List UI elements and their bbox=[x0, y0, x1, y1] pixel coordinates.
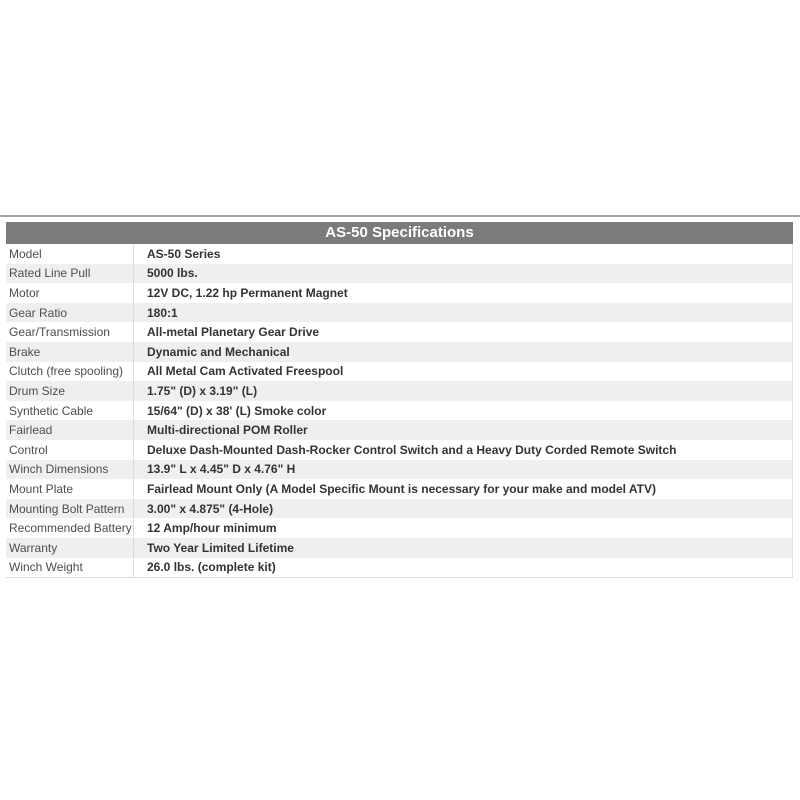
spec-value: Deluxe Dash-Mounted Dash-Rocker Control Switch and a Heavy Duty Corded Remote Switch bbox=[147, 442, 677, 457]
table-row bbox=[6, 538, 792, 558]
spec-label: Drum Size bbox=[6, 381, 134, 401]
specifications-table bbox=[6, 222, 793, 578]
spec-label: Warranty bbox=[6, 538, 134, 558]
table-row bbox=[6, 362, 792, 382]
spec-value: Two Year Limited Lifetime bbox=[147, 540, 294, 555]
table-row bbox=[6, 479, 792, 499]
spec-label: Synthetic Cable bbox=[6, 401, 134, 421]
spec-label: Fairlead bbox=[6, 420, 134, 440]
spec-value: 13.9" L x 4.45" D x 4.76" H bbox=[147, 462, 296, 477]
table-row bbox=[6, 244, 792, 264]
table-row bbox=[6, 322, 792, 342]
spec-value: Multi-directional POM Roller bbox=[147, 423, 308, 438]
spec-label: Mounting Bolt Pattern bbox=[6, 499, 134, 519]
spec-label: Recommended Battery bbox=[6, 518, 134, 538]
spec-label: Winch Dimensions bbox=[6, 460, 134, 480]
spec-value: 3.00" x 4.875" (4-Hole) bbox=[147, 501, 274, 516]
spec-label: Motor bbox=[6, 283, 134, 303]
spec-label: Model bbox=[6, 244, 134, 264]
table-row bbox=[6, 558, 792, 579]
spec-label: Mount Plate bbox=[6, 479, 134, 499]
table-row bbox=[6, 518, 792, 538]
table-row bbox=[6, 401, 792, 421]
table-row bbox=[6, 264, 792, 284]
spec-label: Gear/Transmission bbox=[6, 322, 134, 342]
horizontal-rule bbox=[0, 215, 800, 217]
spec-label: Gear Ratio bbox=[6, 303, 134, 323]
table-row bbox=[6, 342, 792, 362]
spec-value: 1.75" (D) x 3.19" (L) bbox=[147, 383, 258, 398]
spec-value: All-metal Planetary Gear Drive bbox=[147, 325, 320, 340]
spec-label: Rated Line Pull bbox=[6, 264, 134, 284]
spec-value: AS-50 Series bbox=[147, 246, 221, 261]
spec-value: 5000 lbs. bbox=[147, 266, 198, 281]
table-row bbox=[6, 440, 792, 460]
spec-label: Brake bbox=[6, 342, 134, 362]
spec-value: All Metal Cam Activated Freespool bbox=[147, 364, 344, 379]
spec-value: 15/64" (D) x 38' (L) Smoke color bbox=[147, 403, 327, 418]
table-row bbox=[6, 303, 792, 323]
spec-value: Dynamic and Mechanical bbox=[147, 344, 290, 359]
table-body bbox=[6, 244, 793, 578]
table-row bbox=[6, 283, 792, 303]
table-row bbox=[6, 420, 792, 440]
spec-label: Control bbox=[6, 440, 134, 460]
spec-value: 12V DC, 1.22 hp Permanent Magnet bbox=[147, 285, 348, 300]
table-row bbox=[6, 499, 792, 519]
spec-label: Clutch (free spooling) bbox=[6, 362, 134, 382]
table-row bbox=[6, 381, 792, 401]
table-row bbox=[6, 460, 792, 480]
spec-value: 12 Amp/hour minimum bbox=[147, 521, 277, 536]
table-title: AS-50 Specifications bbox=[6, 222, 793, 244]
spec-value: 26.0 lbs. (complete kit) bbox=[147, 560, 276, 575]
spec-value: 180:1 bbox=[147, 305, 178, 320]
spec-value: Fairlead Mount Only (A Model Specific Mount is necessary for your make and model ATV) bbox=[147, 481, 656, 496]
spec-label: Winch Weight bbox=[6, 558, 134, 578]
